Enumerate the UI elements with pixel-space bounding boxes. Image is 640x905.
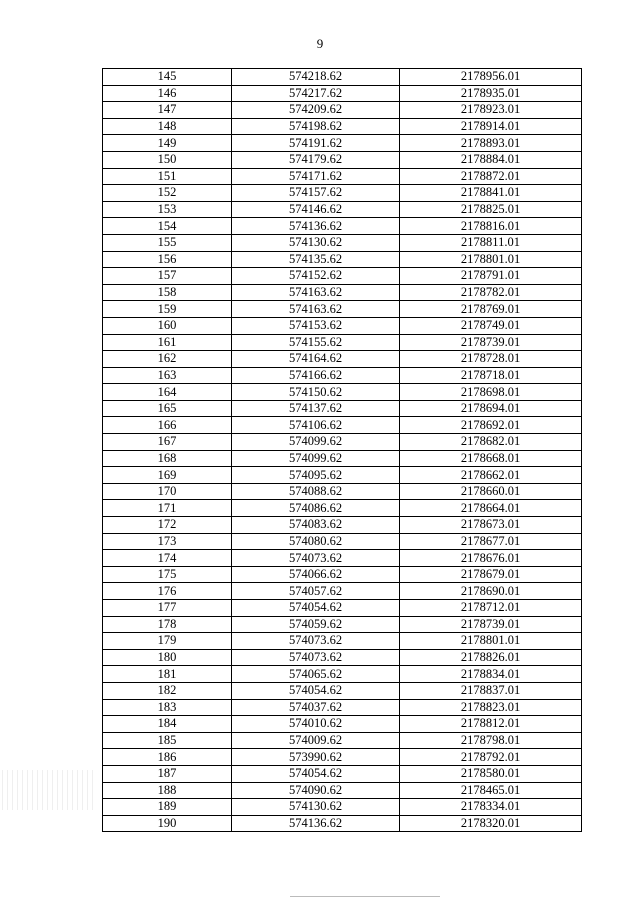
table-row bbox=[103, 284, 582, 301]
point-number-cell: 176 bbox=[103, 583, 232, 600]
y-coordinate-cell: 2178662.01 bbox=[400, 467, 582, 484]
x-coordinate-cell: 574163.62 bbox=[232, 284, 400, 301]
y-coordinate-cell: 2178465.01 bbox=[400, 782, 582, 799]
y-coordinate-cell: 2178914.01 bbox=[400, 118, 582, 135]
x-coordinate-cell: 574083.62 bbox=[232, 517, 400, 534]
table-row bbox=[103, 815, 582, 832]
x-coordinate-cell: 574059.62 bbox=[232, 616, 400, 633]
point-number-cell: 178 bbox=[103, 616, 232, 633]
y-coordinate-cell: 2178834.01 bbox=[400, 666, 582, 683]
y-coordinate-cell: 2178694.01 bbox=[400, 400, 582, 417]
x-coordinate-cell: 574073.62 bbox=[232, 633, 400, 650]
x-coordinate-cell: 573990.62 bbox=[232, 749, 400, 766]
x-coordinate-cell: 574163.62 bbox=[232, 301, 400, 318]
x-coordinate-cell: 574086.62 bbox=[232, 500, 400, 517]
y-coordinate-cell: 2178698.01 bbox=[400, 384, 582, 401]
table-row bbox=[103, 201, 582, 218]
y-coordinate-cell: 2178749.01 bbox=[400, 317, 582, 334]
y-coordinate-cell: 2178769.01 bbox=[400, 301, 582, 318]
point-number-cell: 171 bbox=[103, 500, 232, 517]
point-number-cell: 168 bbox=[103, 450, 232, 467]
table-row bbox=[103, 351, 582, 368]
point-number-cell: 166 bbox=[103, 417, 232, 434]
table-row bbox=[103, 384, 582, 401]
point-number-cell: 164 bbox=[103, 384, 232, 401]
x-coordinate-cell: 574179.62 bbox=[232, 151, 400, 168]
point-number-cell: 184 bbox=[103, 716, 232, 733]
point-number-cell: 182 bbox=[103, 682, 232, 699]
point-number-cell: 165 bbox=[103, 400, 232, 417]
point-number-cell: 155 bbox=[103, 234, 232, 251]
x-coordinate-cell: 574054.62 bbox=[232, 765, 400, 782]
point-number-cell: 156 bbox=[103, 251, 232, 268]
table-row bbox=[103, 102, 582, 119]
y-coordinate-cell: 2178823.01 bbox=[400, 699, 582, 716]
x-coordinate-cell: 574099.62 bbox=[232, 450, 400, 467]
x-coordinate-cell: 574136.62 bbox=[232, 218, 400, 235]
table-row bbox=[103, 566, 582, 583]
scan-margin-artifact bbox=[2, 770, 97, 810]
x-coordinate-cell: 574010.62 bbox=[232, 716, 400, 733]
x-coordinate-cell: 574171.62 bbox=[232, 168, 400, 185]
table-row bbox=[103, 85, 582, 102]
y-coordinate-cell: 2178811.01 bbox=[400, 234, 582, 251]
y-coordinate-cell: 2178676.01 bbox=[400, 550, 582, 567]
y-coordinate-cell: 2178801.01 bbox=[400, 251, 582, 268]
x-coordinate-cell: 574157.62 bbox=[232, 185, 400, 202]
point-number-cell: 180 bbox=[103, 649, 232, 666]
table-row bbox=[103, 682, 582, 699]
y-coordinate-cell: 2178935.01 bbox=[400, 85, 582, 102]
x-coordinate-cell: 574037.62 bbox=[232, 699, 400, 716]
x-coordinate-cell: 574152.62 bbox=[232, 268, 400, 285]
table-row bbox=[103, 583, 582, 600]
y-coordinate-cell: 2178334.01 bbox=[400, 799, 582, 816]
x-coordinate-cell: 574095.62 bbox=[232, 467, 400, 484]
x-coordinate-cell: 574150.62 bbox=[232, 384, 400, 401]
table-row bbox=[103, 500, 582, 517]
x-coordinate-cell: 574090.62 bbox=[232, 782, 400, 799]
point-number-cell: 149 bbox=[103, 135, 232, 152]
x-coordinate-cell: 574166.62 bbox=[232, 367, 400, 384]
point-number-cell: 187 bbox=[103, 765, 232, 782]
x-coordinate-cell: 574130.62 bbox=[232, 234, 400, 251]
x-coordinate-cell: 574218.62 bbox=[232, 69, 400, 86]
y-coordinate-cell: 2178679.01 bbox=[400, 566, 582, 583]
y-coordinate-cell: 2178884.01 bbox=[400, 151, 582, 168]
y-coordinate-cell: 2178690.01 bbox=[400, 583, 582, 600]
point-number-cell: 150 bbox=[103, 151, 232, 168]
y-coordinate-cell: 2178692.01 bbox=[400, 417, 582, 434]
point-number-cell: 152 bbox=[103, 185, 232, 202]
x-coordinate-cell: 574088.62 bbox=[232, 483, 400, 500]
table-row bbox=[103, 234, 582, 251]
x-coordinate-cell: 574137.62 bbox=[232, 400, 400, 417]
point-number-cell: 174 bbox=[103, 550, 232, 567]
table-row bbox=[103, 782, 582, 799]
point-number-cell: 153 bbox=[103, 201, 232, 218]
point-number-cell: 145 bbox=[103, 69, 232, 86]
point-number-cell: 172 bbox=[103, 517, 232, 534]
table-row bbox=[103, 716, 582, 733]
point-number-cell: 151 bbox=[103, 168, 232, 185]
y-coordinate-cell: 2178782.01 bbox=[400, 284, 582, 301]
point-number-cell: 154 bbox=[103, 218, 232, 235]
table-row bbox=[103, 118, 582, 135]
table-row bbox=[103, 550, 582, 567]
coordinates-table bbox=[102, 68, 582, 832]
table-row bbox=[103, 450, 582, 467]
point-number-cell: 167 bbox=[103, 434, 232, 451]
table-row bbox=[103, 168, 582, 185]
y-coordinate-cell: 2178837.01 bbox=[400, 682, 582, 699]
x-coordinate-cell: 574191.62 bbox=[232, 135, 400, 152]
point-number-cell: 158 bbox=[103, 284, 232, 301]
point-number-cell: 189 bbox=[103, 799, 232, 816]
x-coordinate-cell: 574057.62 bbox=[232, 583, 400, 600]
table-row bbox=[103, 732, 582, 749]
x-coordinate-cell: 574153.62 bbox=[232, 317, 400, 334]
table-row bbox=[103, 699, 582, 716]
y-coordinate-cell: 2178872.01 bbox=[400, 168, 582, 185]
table-row bbox=[103, 799, 582, 816]
point-number-cell: 157 bbox=[103, 268, 232, 285]
scan-bottom-rule bbox=[290, 896, 440, 897]
y-coordinate-cell: 2178739.01 bbox=[400, 616, 582, 633]
table-row bbox=[103, 334, 582, 351]
coordinates-table-body bbox=[103, 69, 582, 832]
x-coordinate-cell: 574054.62 bbox=[232, 682, 400, 699]
point-number-cell: 183 bbox=[103, 699, 232, 716]
point-number-cell: 177 bbox=[103, 600, 232, 617]
point-number-cell: 160 bbox=[103, 317, 232, 334]
x-coordinate-cell: 574073.62 bbox=[232, 649, 400, 666]
table-row bbox=[103, 633, 582, 650]
y-coordinate-cell: 2178792.01 bbox=[400, 749, 582, 766]
y-coordinate-cell: 2178580.01 bbox=[400, 765, 582, 782]
table-row bbox=[103, 301, 582, 318]
x-coordinate-cell: 574106.62 bbox=[232, 417, 400, 434]
x-coordinate-cell: 574198.62 bbox=[232, 118, 400, 135]
table-row bbox=[103, 533, 582, 550]
x-coordinate-cell: 574136.62 bbox=[232, 815, 400, 832]
x-coordinate-cell: 574217.62 bbox=[232, 85, 400, 102]
y-coordinate-cell: 2178816.01 bbox=[400, 218, 582, 235]
table-row bbox=[103, 69, 582, 86]
point-number-cell: 190 bbox=[103, 815, 232, 832]
table-row bbox=[103, 400, 582, 417]
table-row bbox=[103, 649, 582, 666]
table-row bbox=[103, 434, 582, 451]
y-coordinate-cell: 2178798.01 bbox=[400, 732, 582, 749]
table-row bbox=[103, 367, 582, 384]
y-coordinate-cell: 2178739.01 bbox=[400, 334, 582, 351]
page-number: 9 bbox=[316, 36, 324, 51]
y-coordinate-cell: 2178826.01 bbox=[400, 649, 582, 666]
x-coordinate-cell: 574054.62 bbox=[232, 600, 400, 617]
point-number-cell: 181 bbox=[103, 666, 232, 683]
point-number-cell: 170 bbox=[103, 483, 232, 500]
table-row bbox=[103, 251, 582, 268]
x-coordinate-cell: 574146.62 bbox=[232, 201, 400, 218]
point-number-cell: 186 bbox=[103, 749, 232, 766]
y-coordinate-cell: 2178677.01 bbox=[400, 533, 582, 550]
y-coordinate-cell: 2178923.01 bbox=[400, 102, 582, 119]
point-number-cell: 185 bbox=[103, 732, 232, 749]
x-coordinate-cell: 574065.62 bbox=[232, 666, 400, 683]
y-coordinate-cell: 2178682.01 bbox=[400, 434, 582, 451]
y-coordinate-cell: 2178801.01 bbox=[400, 633, 582, 650]
point-number-cell: 173 bbox=[103, 533, 232, 550]
y-coordinate-cell: 2178956.01 bbox=[400, 69, 582, 86]
x-coordinate-cell: 574080.62 bbox=[232, 533, 400, 550]
point-number-cell: 146 bbox=[103, 85, 232, 102]
x-coordinate-cell: 574066.62 bbox=[232, 566, 400, 583]
x-coordinate-cell: 574009.62 bbox=[232, 732, 400, 749]
y-coordinate-cell: 2178791.01 bbox=[400, 268, 582, 285]
point-number-cell: 188 bbox=[103, 782, 232, 799]
table-row bbox=[103, 151, 582, 168]
y-coordinate-cell: 2178893.01 bbox=[400, 135, 582, 152]
table-row bbox=[103, 317, 582, 334]
table-row bbox=[103, 185, 582, 202]
x-coordinate-cell: 574099.62 bbox=[232, 434, 400, 451]
table-row bbox=[103, 417, 582, 434]
y-coordinate-cell: 2178668.01 bbox=[400, 450, 582, 467]
x-coordinate-cell: 574135.62 bbox=[232, 251, 400, 268]
table-row bbox=[103, 765, 582, 782]
y-coordinate-cell: 2178728.01 bbox=[400, 351, 582, 368]
y-coordinate-cell: 2178712.01 bbox=[400, 600, 582, 617]
table-row bbox=[103, 749, 582, 766]
y-coordinate-cell: 2178825.01 bbox=[400, 201, 582, 218]
point-number-cell: 163 bbox=[103, 367, 232, 384]
y-coordinate-cell: 2178664.01 bbox=[400, 500, 582, 517]
point-number-cell: 148 bbox=[103, 118, 232, 135]
table-row bbox=[103, 135, 582, 152]
y-coordinate-cell: 2178320.01 bbox=[400, 815, 582, 832]
table-row bbox=[103, 268, 582, 285]
x-coordinate-cell: 574164.62 bbox=[232, 351, 400, 368]
table-row bbox=[103, 218, 582, 235]
table-row bbox=[103, 467, 582, 484]
y-coordinate-cell: 2178718.01 bbox=[400, 367, 582, 384]
point-number-cell: 162 bbox=[103, 351, 232, 368]
table-row bbox=[103, 600, 582, 617]
y-coordinate-cell: 2178812.01 bbox=[400, 716, 582, 733]
table-row bbox=[103, 517, 582, 534]
point-number-cell: 159 bbox=[103, 301, 232, 318]
point-number-cell: 147 bbox=[103, 102, 232, 119]
x-coordinate-cell: 574209.62 bbox=[232, 102, 400, 119]
point-number-cell: 179 bbox=[103, 633, 232, 650]
y-coordinate-cell: 2178841.01 bbox=[400, 185, 582, 202]
point-number-cell: 175 bbox=[103, 566, 232, 583]
x-coordinate-cell: 574073.62 bbox=[232, 550, 400, 567]
x-coordinate-cell: 574130.62 bbox=[232, 799, 400, 816]
table-row bbox=[103, 666, 582, 683]
table-row bbox=[103, 616, 582, 633]
table-row bbox=[103, 483, 582, 500]
point-number-cell: 169 bbox=[103, 467, 232, 484]
x-coordinate-cell: 574155.62 bbox=[232, 334, 400, 351]
y-coordinate-cell: 2178660.01 bbox=[400, 483, 582, 500]
y-coordinate-cell: 2178673.01 bbox=[400, 517, 582, 534]
point-number-cell: 161 bbox=[103, 334, 232, 351]
